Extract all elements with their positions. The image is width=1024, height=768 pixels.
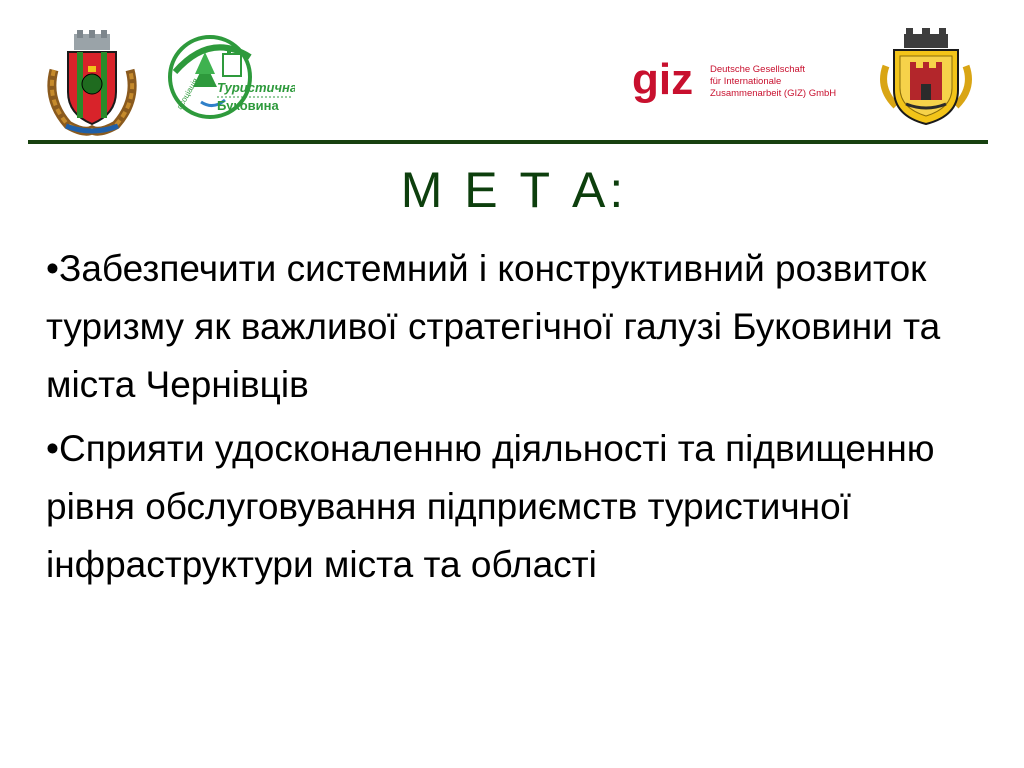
svg-text:Туристична: Туристична bbox=[217, 80, 295, 95]
bullet-item-2 bbox=[46, 420, 986, 594]
bullet-list bbox=[46, 240, 986, 600]
svg-text:Deutsche Gesellschaft: Deutsche Gesellschaft bbox=[710, 64, 806, 75]
slide-title bbox=[0, 160, 1024, 220]
svg-text:giz: giz bbox=[632, 55, 694, 104]
bullet-marker: • bbox=[46, 248, 59, 289]
bullet-marker: • bbox=[46, 428, 59, 469]
bullet-text: Сприяти удосконаленню діяльності та підвищенню рівня обслуговування підприємств туристичної інфраструктури міста та області bbox=[46, 428, 935, 585]
title-colon: : bbox=[609, 162, 624, 218]
svg-text:für Internationale: für Internationale bbox=[710, 76, 782, 87]
svg-text:Буковина: Буковина bbox=[217, 98, 279, 113]
giz-logo bbox=[632, 52, 852, 112]
region-coat-of-arms-logo bbox=[44, 30, 140, 136]
header-divider bbox=[28, 140, 988, 144]
city-coat-of-arms-logo bbox=[878, 28, 974, 126]
svg-text:Zusammenarbeit (GIZ) GmbH: Zusammenarbeit (GIZ) GmbH bbox=[710, 88, 837, 99]
bullet-item-1 bbox=[46, 240, 986, 414]
svg-text:асоціація: асоціація bbox=[174, 76, 200, 111]
bullet-text: Забезпечити системний і конструктивний розвиток туризму як важливої стратегічної галузі Буковини та міста Чернівців bbox=[46, 248, 941, 405]
title-text: М Е Т А bbox=[400, 162, 610, 218]
tourist-association-logo bbox=[165, 32, 295, 122]
